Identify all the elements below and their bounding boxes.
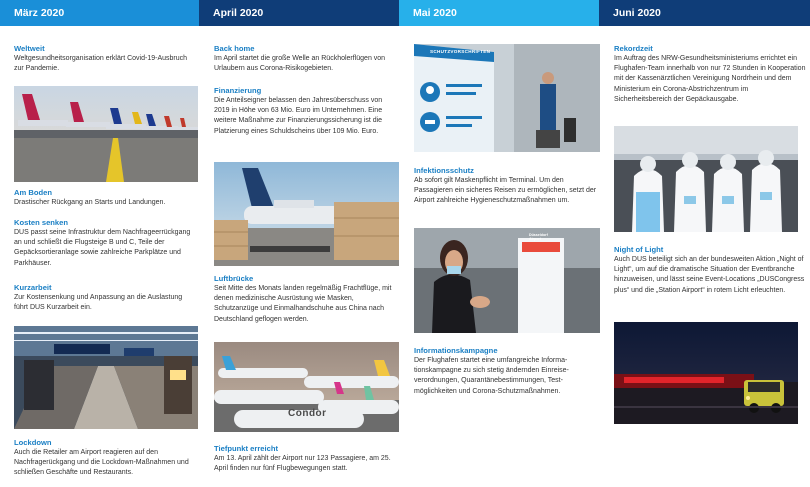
section-kurzarbeit (14, 283, 198, 313)
month-label-mai: Mai 2020 (399, 0, 599, 26)
column-mai (414, 26, 600, 487)
section-text: Seit Mitte des Monats landen regelmäßig Frachtflüge, mit denen medizinische Ausrüstung wie Masken, Schutzanzüge und Einmalhandschuhe aus China nach Deutschland geflogen werden. (214, 285, 392, 323)
photo-test-center-team (614, 126, 798, 232)
column-april (214, 26, 399, 487)
section-heading: Finanzierung (214, 86, 262, 95)
month-label-maerz: März 2020 (0, 0, 199, 26)
section-am-boden (14, 188, 198, 208)
section-heading: Kurzarbeit (14, 283, 52, 292)
month-label-april: April 2020 (199, 0, 399, 26)
section-heading: Luftbrücke (214, 274, 254, 283)
photo-empty-terminal (14, 326, 198, 429)
section-text: Zur Kostensenkung und Anpassung an die Auslastung führt DUS Kurzarbeit ein. (14, 294, 183, 312)
section-text: Im Auftrag des NRW-Gesundheitsministeriums errichtet ein Flughafen-Team innerhalb von nur 72 Stunden in Kooperation mit der Kassenärztlichen Vereinigung Nordrhein und dem Ministerium ein Corona-Abstrichzentrum im Sicherheitsbereich der Gepäckausgabe. (614, 55, 806, 103)
section-infektionsschutz (414, 166, 600, 207)
section-heading: Am Boden (14, 188, 52, 197)
section-text: DUS passt seine Infrastruktur dem Nachfrageerrückgang an und schließt die Flugsteige B und C, Teile der Gepäcksortieranlage sowie zahlreiche Parkplätze und Parkhäuser. (14, 229, 191, 267)
section-text: Der Flughafen startet eine umfangreiche Informationskampagne zu sich stetig ändernden Einreiseverordnungen, Quarantänebestimmungen, Testmöglichkeiten und Corona-Schutzmaßnahmen. (414, 357, 569, 395)
month-label-juni: Juni 2020 (599, 0, 810, 26)
dispenser-text: Düsseldorf Airport (529, 233, 548, 242)
section-text: Ab sofort gilt Maskenpflicht im Terminal. Um den Passagieren ein sicheres Reisen zu ermöglichen, setzt der Airport zahlreiche Hygieneschutzmaßnahmen um. (414, 177, 597, 205)
sign-text: SCHUTZVORSCHRIFTEN (430, 49, 491, 54)
photo-parked-planes (14, 86, 198, 182)
section-text: Im April startet die große Welle an Rückholerflügen von Urlaubern aus Corona-Risikogebieten. (214, 55, 386, 73)
section-text: Auch DUS beteiligt sich an der bundesweiten Aktion „Night of Light“, um auf die dramatische Situation der Eventbranche hinzuweisen, und lässt seine Event-Locations „DUSCongress plus“ und die „Station Airport“ in rotem Licht erleuchten. (614, 256, 805, 294)
month-header-bar (0, 0, 810, 26)
column-maerz (14, 26, 198, 487)
section-kosten-senken (14, 218, 198, 269)
section-heading: Kosten senken (14, 218, 69, 227)
section-heading: Informationskampagne (414, 346, 498, 355)
section-heading: Rekordzeit (614, 44, 653, 53)
plane-livery-text: Condor (288, 408, 327, 419)
column-juni (614, 26, 806, 487)
photo-hand-disinfection (414, 228, 600, 333)
section-text: Am 13. April zählt der Airport nur 123 Passagiere, am 25. April finden nur fünf Flugbewegungen statt. (214, 455, 391, 473)
section-finanzierung (214, 86, 399, 137)
section-back-home (214, 44, 399, 74)
section-tiefpunkt (214, 444, 399, 474)
photo-red-lit-airport (614, 322, 798, 424)
section-informationskampagne (414, 346, 600, 397)
photo-cargo-airlift (214, 162, 399, 266)
section-heading: Weltweit (14, 44, 45, 53)
section-heading: Back home (214, 44, 255, 53)
section-heading: Night of Light (614, 245, 664, 254)
section-luftbruecke (214, 274, 399, 325)
photo-mask-info-signs (414, 44, 600, 152)
section-text: Auch die Retailer am Airport reagieren auf den Nachfragerückgang und die Lockdown-Maßnahmen und schließen Geschäfte und Restaurants. (14, 449, 189, 477)
section-heading: Infektionsschutz (414, 166, 474, 175)
section-heading: Tiefpunkt erreicht (214, 444, 278, 453)
section-text: Weltgesundheitsorganisation erklärt Covid-19-Ausbruch zur Pandemie. (14, 55, 188, 73)
section-text: Die Anteilseigner belassen den Jahresüberschuss von 2019 in Höhe von 63 Mio. Euro im Unternehmen. Eine weitere Maßnahme zur Finanzierungssicherung ist die Platzierung eines Schuldscheins über 109 Mio. Euro. (214, 97, 383, 135)
section-text: Drastischer Rückgang an Starts und Landungen. (14, 199, 166, 206)
section-weltweit (14, 44, 198, 74)
section-night-of-light (614, 245, 806, 296)
section-lockdown (14, 438, 198, 479)
section-rekordzeit (614, 44, 806, 105)
section-heading: Lockdown (14, 438, 52, 447)
